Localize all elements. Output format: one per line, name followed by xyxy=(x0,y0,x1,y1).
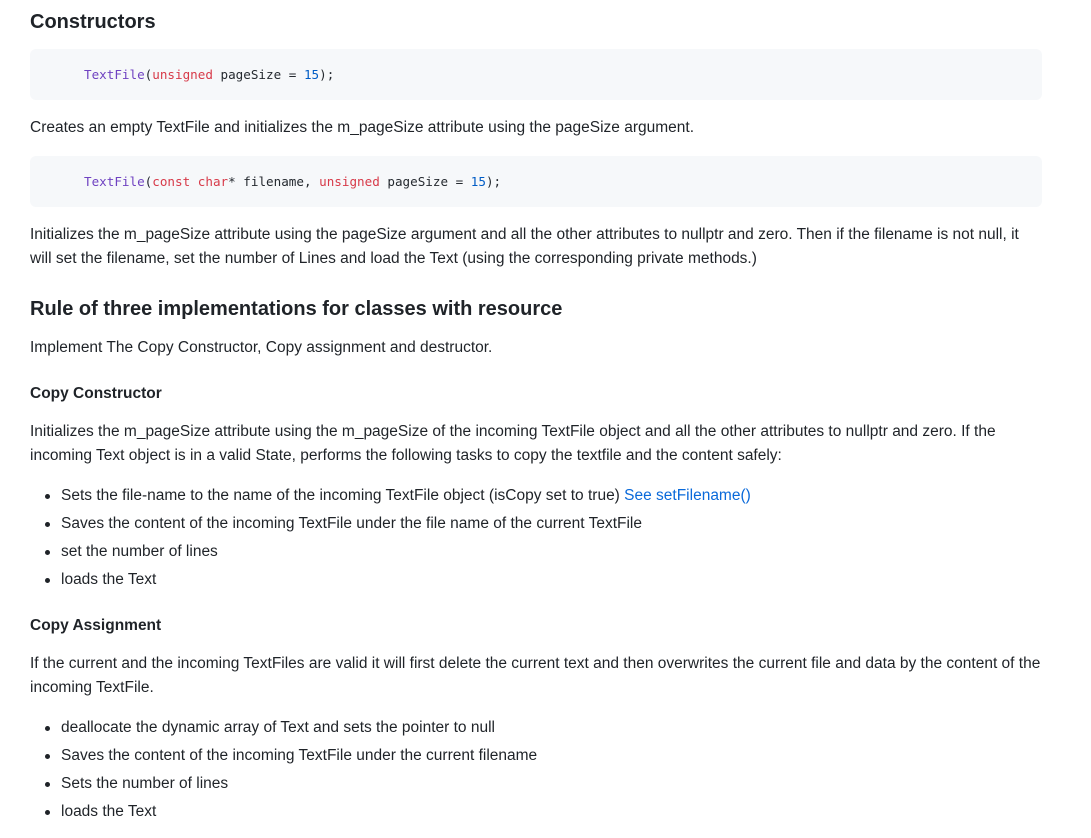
code-keyword: const xyxy=(152,174,191,189)
code-param: pageSize = xyxy=(379,174,471,189)
list-item xyxy=(30,482,1042,510)
bullet-icon xyxy=(45,522,50,527)
code-keyword: unsigned xyxy=(152,67,213,82)
list-item xyxy=(30,566,1042,594)
copy-constructor-description: Initializes the m_pageSize attribute using the m_pageSize of the incoming TextFile object and all the other attributes to nullptr and zero. If the incoming Text object is in a valid State, performs the following tasks to copy the textfile and the content safely: xyxy=(30,423,996,464)
code-keyword: unsigned xyxy=(319,174,380,189)
code-punct: ( xyxy=(144,174,153,189)
copy-assignment-heading: Copy Assignment xyxy=(30,617,162,634)
code-number: 15 xyxy=(470,174,486,189)
list-item xyxy=(30,798,1042,826)
bullet-icon xyxy=(45,782,50,787)
list-item xyxy=(30,538,1042,566)
code-param: * filename, xyxy=(228,174,320,189)
copy-constructor-heading: Copy Constructor xyxy=(30,385,162,402)
list-item-text: deallocate the dynamic array of Text and sets the pointer to null xyxy=(61,719,495,736)
list-item-text: Saves the content of the incoming TextFile under the current filename xyxy=(61,747,538,764)
constructors-heading: Constructors xyxy=(30,11,156,33)
bullet-icon xyxy=(45,550,50,555)
list-item-text: loads the Text xyxy=(61,803,157,820)
code-space xyxy=(190,174,198,189)
code-param: pageSize = xyxy=(212,67,304,82)
list-item-text: set the number of lines xyxy=(61,543,218,560)
list-item-text: Sets the file-name to the name of the incoming TextFile object (isCopy set to true) xyxy=(61,487,625,504)
list-item-text: loads the Text xyxy=(61,571,157,588)
bullet-icon xyxy=(45,754,50,759)
constructor-description-2: Initializes the m_pageSize attribute using the pageSize argument and all the other attributes to nullptr and zero. Then if the filename is not null, it will set the filename, set the number of Lines and load the Text (using the corresponding private methods.) xyxy=(30,226,1019,267)
list-item xyxy=(30,714,1042,742)
code-block-default-constructor xyxy=(30,49,1042,100)
constructor-description-1: Creates an empty TextFile and initializes the m_pageSize attribute using the pageSize argument. xyxy=(30,119,695,136)
code-function-name: TextFile xyxy=(84,174,145,189)
code-punct: ); xyxy=(319,67,335,82)
copy-constructor-steps xyxy=(30,482,1042,594)
rule-of-three-heading: Rule of three implementations for classes with resource xyxy=(30,298,563,320)
list-item-text: Sets the number of lines xyxy=(61,775,229,792)
code-block-filename-constructor xyxy=(30,156,1042,207)
bullet-icon xyxy=(45,494,50,499)
list-item xyxy=(30,510,1042,538)
code-number: 15 xyxy=(303,67,320,82)
code-punct: ); xyxy=(485,174,502,189)
see-setfilename-link[interactable]: See setFilename() xyxy=(624,487,751,504)
bullet-icon xyxy=(45,578,50,583)
list-item xyxy=(30,770,1042,798)
rule-of-three-intro: Implement The Copy Constructor, Copy assignment and destructor. xyxy=(30,339,493,356)
list-item xyxy=(30,742,1042,770)
copy-assignment-steps xyxy=(30,714,1042,826)
code-function-name: TextFile xyxy=(84,67,145,82)
code-keyword: char xyxy=(197,174,229,189)
bullet-icon xyxy=(45,810,50,815)
copy-assignment-description: If the current and the incoming TextFiles are valid it will first delete the current text and then overwrites the current file and data by the content of the incoming TextFile. xyxy=(30,655,1041,696)
code-punct: ( xyxy=(144,67,153,82)
list-item-text: Saves the content of the incoming TextFile under the file name of the current TextFile xyxy=(61,515,643,532)
bullet-icon xyxy=(45,726,50,731)
